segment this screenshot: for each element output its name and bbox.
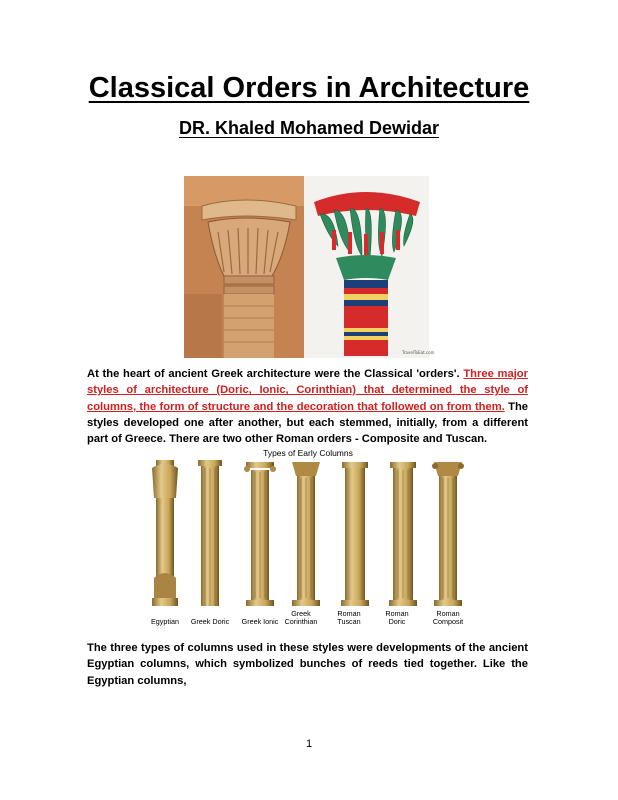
stone-capital-drawing [184, 176, 304, 358]
label-greek-ionic: Greek Ionic [241, 617, 279, 626]
label-roman-tuscan: Roman Tuscan [337, 609, 361, 626]
label-roman-composit: Roman Composit [432, 609, 464, 626]
watermark-text: TravelToEat.com [402, 350, 435, 355]
label-roman-doric: Roman Doric [385, 609, 409, 626]
label-greek-corinthian: Greek Corinthian [284, 609, 318, 626]
intro-text-end: The styles developed one after another, but each stemmed, initially, from a different part of Greece. There are two other Roman orders - Composite and Tuscan. [87, 400, 528, 446]
painted-capital-drawing [304, 176, 435, 358]
columns-illustration [146, 458, 470, 623]
greek-doric-column [198, 460, 222, 606]
greek-ionic-column [244, 462, 276, 606]
roman-tuscan-column [341, 462, 369, 606]
figure-title: Types of Early Columns [263, 448, 353, 458]
intro-highlight: Three major styles of architecture (Doric, Ionic, Corinthian) that determined the style of columns, the form of structure and the decoration that followed on from them. [87, 368, 528, 413]
label-egyptian: Egyptian [151, 617, 179, 626]
early-columns-figure [146, 448, 470, 634]
page-number: 1 [305, 738, 313, 750]
intro-paragraph [87, 366, 528, 447]
egyptian-capitals-figure [184, 176, 435, 358]
painted-capital-illustration [304, 176, 435, 358]
roman-doric-column [389, 462, 417, 606]
second-paragraph: The three types of columns used in these styles were developments of the ancient Egyptian columns, which symbolized bunches of reeds tied together. Like the Egyptian columns, [87, 642, 528, 687]
stone-capital-photo [184, 176, 304, 358]
intro-text-start: At the heart of ancient Greek architecture were the Classical 'orders'. [87, 368, 464, 380]
roman-composite-column [432, 462, 464, 606]
greek-corinthian-column [292, 462, 320, 606]
egyptian-column [152, 460, 178, 606]
document-title: Classical Orders in Architecture [88, 72, 530, 104]
label-greek-doric: Greek Doric [190, 617, 230, 626]
document-author: DR. Khaled Mohamed Dewidar [178, 118, 440, 138]
